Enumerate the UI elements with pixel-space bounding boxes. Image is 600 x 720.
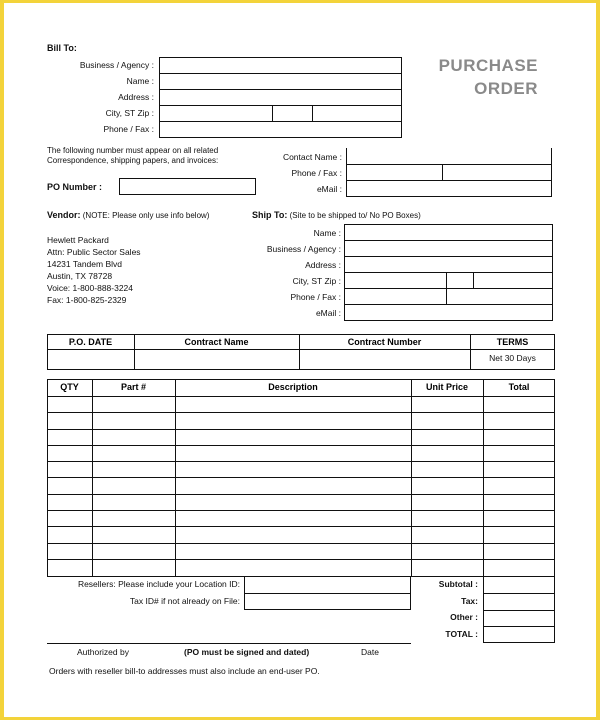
ship-city-label: City, ST Zip : xyxy=(292,276,341,286)
divider xyxy=(272,105,273,121)
vendor-line: Voice: 1-800-888-3224 xyxy=(47,283,134,293)
divider xyxy=(159,121,402,122)
table-row-line xyxy=(47,526,555,527)
vendor-heading: Vendor: xyxy=(47,210,81,220)
divider xyxy=(344,304,553,305)
terms-header: TERMS xyxy=(496,337,529,347)
ship-email-label: eMail : xyxy=(315,308,341,318)
signature-line xyxy=(47,643,411,644)
contract-number-field[interactable] xyxy=(299,350,470,369)
bill-city-label: City, ST Zip : xyxy=(105,108,154,118)
date-label: Date xyxy=(361,647,379,657)
divider xyxy=(446,272,447,304)
divider xyxy=(175,379,176,577)
bill-to-fields[interactable] xyxy=(159,57,402,138)
contact-fields[interactable] xyxy=(346,148,552,197)
resellers-label: Resellers: Please include your Location ID: xyxy=(77,579,240,589)
divider xyxy=(411,379,412,577)
table-row-line xyxy=(47,461,555,462)
tax-label: Tax: xyxy=(461,596,478,606)
bill-to-heading: Bill To: xyxy=(47,43,77,53)
divider xyxy=(483,610,555,611)
ship-business-label: Business / Agency : xyxy=(266,244,341,254)
purchase-order-page xyxy=(4,3,596,717)
contact-email-label: eMail : xyxy=(316,184,342,194)
divider xyxy=(344,288,553,289)
contract-name-header: Contract Name xyxy=(184,337,249,347)
table-row-line xyxy=(47,429,555,430)
table-row-line xyxy=(47,543,555,544)
divider xyxy=(346,180,552,181)
divider xyxy=(346,164,552,165)
vendor-heading-row xyxy=(47,210,209,221)
notice-line2: Correspondence, shipping papers, and invoices: xyxy=(47,156,219,165)
divider xyxy=(159,73,402,74)
ship-phone-label: Phone / Fax : xyxy=(290,292,341,302)
table-row-line xyxy=(47,445,555,446)
table-row-line xyxy=(47,477,555,478)
divider xyxy=(159,89,402,90)
ship-address-label: Address : xyxy=(305,260,341,270)
footer-note: Orders with reseller bill-to addresses must also include an end-user PO. xyxy=(49,666,320,676)
title-line1: PURCHASE xyxy=(438,56,538,75)
divider xyxy=(344,256,553,257)
notice-line1: The following number must appear on all related xyxy=(47,146,219,155)
divider xyxy=(92,379,93,577)
divider xyxy=(483,626,555,627)
ship-name-label: Name : xyxy=(313,228,341,238)
contact-phone-label: Phone / Fax : xyxy=(291,168,342,178)
bill-address-label: Address : xyxy=(118,92,154,102)
vendor-line: Austin, TX 78728 xyxy=(47,271,113,281)
vendor-line: Attn: Public Sector Sales xyxy=(47,247,141,257)
total-header: Total xyxy=(508,382,530,392)
grand-total-label: TOTAL : xyxy=(445,629,478,639)
divider xyxy=(473,272,474,288)
divider xyxy=(483,379,484,577)
divider xyxy=(483,593,555,594)
other-label: Other : xyxy=(450,612,478,622)
title-line2: ORDER xyxy=(474,79,538,98)
must-sign-note: (PO must be signed and dated) xyxy=(184,647,310,657)
contact-name-label: Contact Name : xyxy=(282,152,342,162)
divider xyxy=(312,105,313,121)
divider xyxy=(442,164,443,180)
table-row-line xyxy=(47,559,555,560)
divider xyxy=(244,593,411,594)
vendor-line: Fax: 1-800-825-2329 xyxy=(47,295,127,305)
table-row-line xyxy=(47,396,555,397)
ship-to-heading-row xyxy=(252,210,421,221)
po-date-header: P.O. DATE xyxy=(68,337,113,347)
items-table xyxy=(47,379,555,577)
vendor-line: 14231 Tandem Blvd xyxy=(47,259,122,269)
bill-name-label: Name : xyxy=(126,76,154,86)
authorized-by-label: Authorized by xyxy=(77,647,129,657)
bill-phone-label: Phone / Fax : xyxy=(103,124,154,134)
po-number-label: PO Number : xyxy=(47,182,103,192)
signature-field[interactable] xyxy=(47,627,411,643)
table-row-line xyxy=(47,510,555,511)
divider xyxy=(159,105,402,106)
ship-to-heading: Ship To: xyxy=(252,210,288,220)
terms-value: Net 30 Days xyxy=(489,353,536,363)
qty-header: QTY xyxy=(60,382,79,392)
contract-number-header: Contract Number xyxy=(347,337,422,347)
subtotal-label: Subtotal : xyxy=(438,579,478,589)
taxid-label: Tax ID# if not already on File: xyxy=(129,596,240,606)
table-row-line xyxy=(47,412,555,413)
unit-price-header: Unit Price xyxy=(425,382,468,392)
part-header: Part # xyxy=(120,382,146,392)
divider xyxy=(344,240,553,241)
bill-business-label: Business / Agency : xyxy=(79,60,154,70)
contract-name-field[interactable] xyxy=(134,350,299,369)
table-row-line xyxy=(47,494,555,495)
ship-to-note: (Site to be shipped to/ No PO Boxes) xyxy=(289,211,421,220)
vendor-note: (NOTE: Please only use info below) xyxy=(82,211,210,220)
vendor-line: Hewlett Packard xyxy=(47,235,109,245)
divider xyxy=(344,272,553,273)
description-header: Description xyxy=(268,382,318,392)
